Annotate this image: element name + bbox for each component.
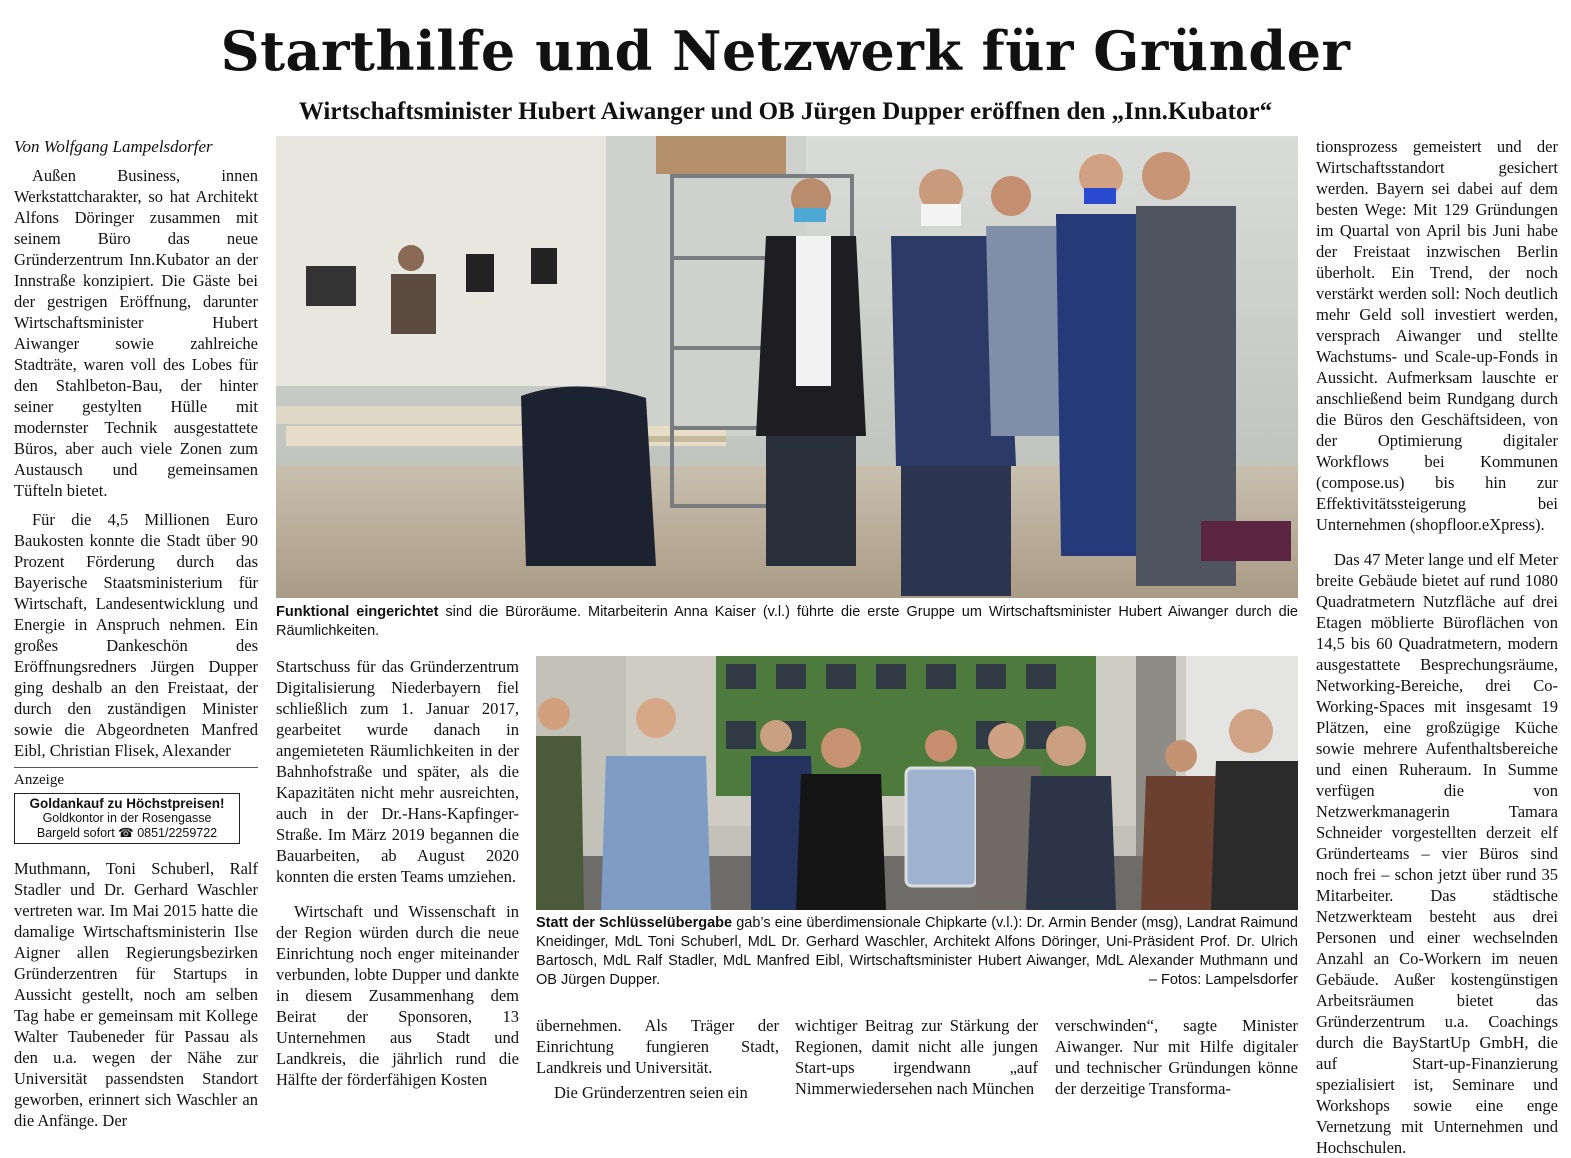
column-3 bbox=[536, 1015, 779, 1103]
author-byline: Von Wolfgang Lampelsdorfer bbox=[14, 137, 213, 156]
ad-line-2: Bargeld sofort ☎ 0851/2259722 bbox=[36, 826, 218, 840]
caption-2-text: gab’s eine überdimensionale Chipkarte (v.l.): Dr. Armin Bender (msg), Landrat Raimund Kneidinger, MdL Toni Schuberl, MdL Dr. Gerhard Waschler, Architekt Alfons Döringer, Uni-Präsident Prof. Dr. Ulrich Bartosch, MdL Ralf Stadler, MdL Manfred Eibl, Wirtschaftsminister Hubert Aiwanger, MdL Alexander Muthmann und OB Jürgen Dupper. bbox=[536, 915, 1298, 988]
col1-paragraph-3: Muthmann, Toni Schuberl, Ralf Stadler und Dr. Gerhard Waschler vertreten war. Im Mai 2015 hatte die damalige Wirtschaftsministerin Ilse Aigner allen Regierungsbezirken Gründerzentren für Startups in Aussicht gestellt, noch am selben Tag habe er gemeinsam mit Kollege Walter Taubeneder für Passau als den u.a. wegen der Nähe zur Universität passendsten Standort geworben, erinnert sich Waschler an die Anfänge. Der bbox=[14, 859, 258, 1130]
column-2 bbox=[276, 656, 519, 1090]
col1-paragraph-1: Außen Business, innen Werkstattcharakter, so hat Architekt Alfons Döringer zusammen mit seinem Büro das neue Gründerzentrum Inn.Kubator an der Innstraße konzipiert. Die Gäste bei der gestrigen Eröffnung, darunter Wirtschaftsminister Hubert Aiwanger sowie zahlreiche Stadträte, waren voll des Lobes für den Stahlbeton-Bau, der hinter seiner gestylten Hülle mit modernster Technik ausgestattete Büros, aber auch viele Zonen zum Austausch und gemeinsamen Tüfteln bietet. bbox=[14, 166, 258, 500]
column-1 bbox=[14, 136, 258, 1131]
subheadline: Wirtschaftsminister Hubert Aiwanger und OB Jürgen Dupper eröffnen den „Inn.Kubator“ bbox=[298, 98, 1273, 125]
ad-label: Anzeige bbox=[14, 767, 258, 791]
ad-box[interactable] bbox=[14, 793, 240, 844]
column-4 bbox=[795, 1015, 1038, 1099]
headline: Starthilfe und Netzwerk für Gründer bbox=[220, 19, 1351, 83]
column-6 bbox=[1316, 136, 1558, 1158]
caption-photo-1 bbox=[276, 603, 1298, 641]
caption-2-lead: Statt der Schlüsselübergabe bbox=[536, 915, 733, 931]
col5-paragraph-1: verschwinden“, sagte Minister Aiwanger. Nur mit Hilfe digitaler und technischer Gründungen könne der derzeitige Transforma- bbox=[1055, 1016, 1298, 1098]
photo-office-tour-image bbox=[276, 136, 1298, 598]
caption-photo-2 bbox=[536, 914, 1298, 990]
photo-chipcard-handover-image bbox=[536, 656, 1298, 910]
col3-paragraph-1: übernehmen. Als Träger der Einrichtung fungieren Stadt, Landkreis und Universität. bbox=[536, 1016, 779, 1077]
column-5 bbox=[1055, 1015, 1298, 1099]
col6-paragraph-1: tionsprozess gemeistert und der Wirtschaftsstandort gesichert werden. Bayern sei dabei auf dem besten Wege: Mit 129 Gründungen im Quartal von April bis Juni habe der Freistaat inzwischen Berlin überholt. Ein Trend, der noch verstärkt werden soll: Noch deutlich mehr Geld soll investiert werden, versprach Aiwanger und stellte Wachstums- und Scale-up-Fonds in Aussicht. Aufmerksam lauschte er anschließend beim Rundgang durch die Büros den Geschäftsideen, von der Optimierung digitaler Workflows bei Kommunen (compose.us) bis hin zur Effektivitätssteigerung bei Unternehmen (shopfloor.eXpress). bbox=[1316, 137, 1558, 534]
col6-paragraph-2: Das 47 Meter lange und elf Meter breite Gebäude bietet auf rund 1080 Quadratmetern Nutzfläche auf drei Etagen möblierte Büroflächen von 14,5 bis 60 Quadratmetern, modern ausgestattete Besprechungsräume, Networking-Bereiche, drei Co-Working-Spaces mit insgesamt 19 Plätzen, eine großzügige Küche sowie mehrere Aufenthaltsbereiche und einen Ruheraum. In Summe verfügen die von Netzwerkmanagerin Tamara Schneider vorgestellten derzeit elf Gründerteams – vier Büros sind noch frei – schon jetzt über rund 35 Mitarbeiter. Das städtische Netzwerkteam besteht aus drei Personen und einer wechselnden Anzahl an Co-Workern im neuen Gebäude. Außer kostengünstigen Arbeitsräumen bietet das Gründerzentrum u.a. Coachings durch die BayStartUp GmbH, die auf Start-up-Finanzierung spezialisiert ist, Seminare und Workshops sowie eine enge Vernetzung mit Unternehmen und Hochschulen. bbox=[1316, 550, 1558, 1157]
caption-1-lead: Funktional eingerichtet bbox=[276, 604, 439, 620]
caption-1-text: sind die Büroräume. Mitarbeiterin Anna Kaiser (v.l.) führte die erste Gruppe um Wirtschaftsminister Hubert Aiwanger durch die Räumlichkeiten. bbox=[276, 604, 1298, 639]
col2-paragraph-1: Startschuss für das Gründerzentrum Digitalisierung Niederbayern fiel schließlich zum 1. Januar 2017, gearbeitet wurde danach in angemieteten Räumlichkeiten in der Bahnhofstraße und später, als die Kapazitäten nicht mehr ausreichten, auch in der Dr.-Hans-Kapfinger-Straße. Im März 2019 begannen die Bauarbeiten, ab August 2020 konnten die ersten Teams umziehen. bbox=[276, 657, 519, 886]
photo-office-tour bbox=[276, 136, 1298, 598]
col4-paragraph-1: wichtiger Beitrag zur Stärkung der Regionen, damit nicht alle jungen Start-ups irgendwann „auf Nimmerwiedersehen nach München bbox=[795, 1016, 1038, 1098]
ad-title: Goldankauf zu Höchstpreisen! bbox=[29, 796, 225, 811]
photo-chipcard-handover bbox=[536, 656, 1298, 910]
col2-paragraph-2: Wirtschaft und Wissenschaft in der Region würden durch die neue Einrichtung noch enger miteinander verbunden, lobte Dupper und dankte in diesem Zusammenhang dem Beirat der Sponsoren, 13 Unternehmen aus Stadt und Landkreis, die jährlich rund die Hälfte der förderfähigen Kosten bbox=[276, 902, 519, 1089]
ad-line-1: Goldkontor in der Rosengasse bbox=[42, 811, 212, 825]
col3-paragraph-2: Die Gründerzentren seien ein bbox=[554, 1083, 748, 1102]
photo-credit: – Fotos: Lampelsdorfer bbox=[1148, 972, 1298, 988]
col1-paragraph-2: Für die 4,5 Millionen Euro Baukosten konnte die Stadt über 90 Prozent Förderung durch das Bayerische Staatsministerium für Wirtschaft, Landesentwicklung und Energie in Anspruch nehmen. Ein großes Dankeschön des Eröffnungsredners Jürgen Dupper ging deshalb an den Freistaat, der durch den zuständigen Minister sowie die Abgeordneten Manfred Eibl, Christian Flisek, Alexander bbox=[14, 510, 258, 760]
